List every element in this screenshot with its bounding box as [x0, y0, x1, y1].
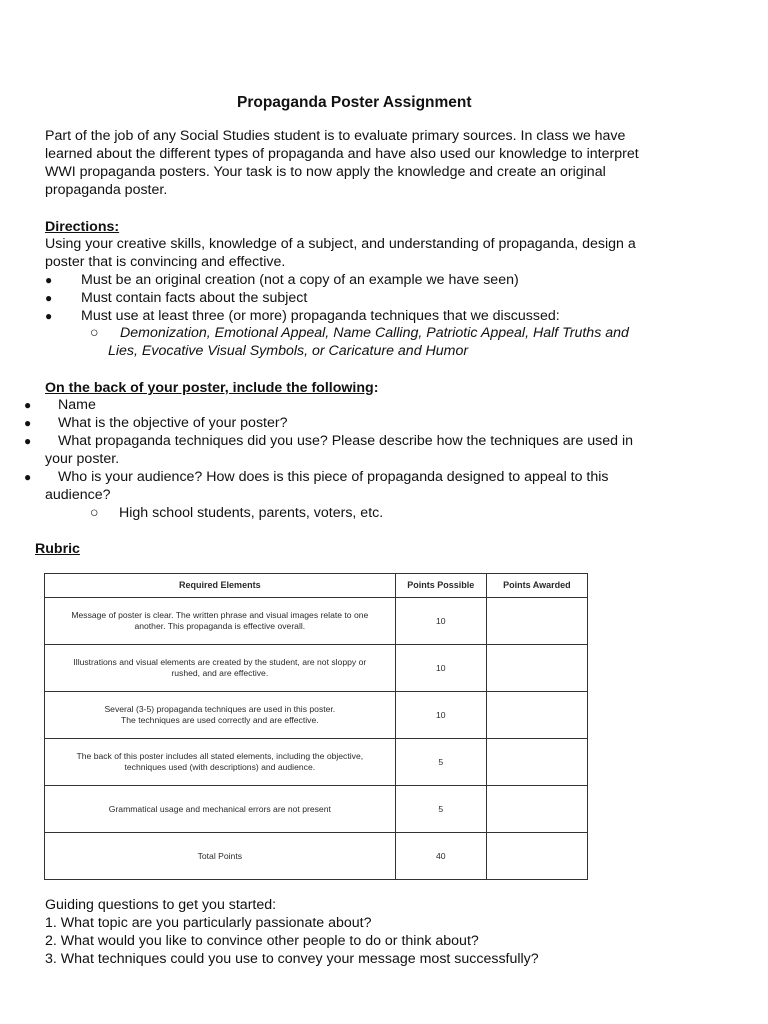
rubric-row — [45, 739, 588, 786]
bullet-icon: ● — [24, 398, 32, 412]
circle-bullet-icon: ○ — [90, 325, 99, 341]
bullet-icon: ● — [24, 470, 32, 484]
intro-line: learned about the different types of propaganda and have also used our knowledge to interpret — [45, 146, 639, 162]
rubric-element-line: Several (3-5) propaganda techniques are used in this poster. — [104, 704, 336, 714]
rubric-element-line: The back of this poster includes all stated elements, including the objective, — [76, 751, 364, 761]
bullet-icon: ● — [24, 416, 32, 430]
intro-line: WWI propaganda posters. Your task is to now apply the knowledge and create an original — [45, 164, 606, 180]
rubric-row — [45, 598, 588, 645]
rubric-points-possible: 5 — [395, 739, 486, 786]
back-item: Name — [58, 397, 96, 413]
back-item-continued: audience? — [45, 487, 111, 503]
rubric-element-line: techniques used (with descriptions) and audience. — [124, 762, 316, 772]
directions-bullet: Must use at least three (or more) propaganda techniques that we discussed: — [81, 308, 560, 324]
directions-line: poster that is convincing and effective. — [45, 254, 286, 270]
header-points-possible: Points Possible — [395, 574, 486, 598]
rubric-element-line: another. This propaganda is effective overall. — [134, 621, 306, 631]
directions-heading: Directions: — [45, 219, 120, 235]
back-heading-colon: : — [373, 380, 379, 396]
intro-line: Part of the job of any Social Studies student is to evaluate primary sources. In class we have — [45, 128, 626, 144]
rubric-header-row — [45, 574, 588, 598]
rubric-element — [45, 645, 396, 692]
rubric-element — [45, 786, 396, 833]
total-points-value: 40 — [395, 833, 486, 880]
rubric-points-awarded — [486, 645, 587, 692]
intro-paragraph — [45, 127, 639, 199]
bullet-icon: ● — [24, 434, 32, 448]
rubric-element — [45, 598, 396, 645]
back-sub-item: High school students, parents, voters, etc. — [119, 505, 384, 521]
bullet-icon: ● — [45, 309, 53, 323]
directions-bullet: Must be an original creation (not a copy of an example we have seen) — [81, 272, 519, 288]
rubric-element — [45, 692, 396, 739]
techniques-line: Lies, Evocative Visual Symbols, or Caricature and Humor — [108, 343, 469, 359]
rubric-points-awarded — [486, 786, 587, 833]
back-item: What propaganda techniques did you use? Please describe how the techniques are used in — [58, 433, 633, 449]
back-item: Who is your audience? How does is this piece of propaganda designed to appeal to this — [58, 469, 609, 485]
rubric-row — [45, 786, 588, 833]
rubric-points-possible: 10 — [395, 645, 486, 692]
directions-text — [45, 235, 636, 271]
rubric-row — [45, 692, 588, 739]
rubric-points-possible: 10 — [395, 598, 486, 645]
bullet-icon: ● — [45, 273, 53, 287]
circle-bullet-icon: ○ — [90, 505, 99, 521]
guiding-question: 2. What would you like to convince other people to do or think about? — [45, 933, 479, 949]
rubric-element-line: Illustrations and visual elements are created by the student, are not sloppy or — [73, 657, 367, 667]
rubric-total-row — [45, 833, 588, 880]
bullet-icon: ● — [45, 291, 53, 305]
back-heading-text: On the back of your poster, include the following — [45, 380, 374, 396]
back-item: What is the objective of your poster? — [58, 415, 288, 431]
intro-line: propaganda poster. — [45, 182, 168, 198]
rubric-row — [45, 645, 588, 692]
rubric-points-awarded — [486, 739, 587, 786]
rubric-points-awarded — [486, 692, 587, 739]
directions-bullet: Must contain facts about the subject — [81, 290, 308, 306]
rubric-table — [44, 573, 588, 880]
rubric-heading: Rubric — [35, 541, 80, 557]
back-item-continued: your poster. — [45, 451, 120, 467]
guiding-questions — [45, 896, 539, 968]
rubric-element-line: Grammatical usage and mechanical errors are not present — [108, 803, 331, 814]
rubric-element-line: Message of poster is clear. The written phrase and visual images relate to one — [71, 610, 369, 620]
directions-line: Using your creative skills, knowledge of a subject, and understanding of propaganda, design a — [45, 236, 636, 252]
header-required-elements: Required Elements — [45, 574, 396, 598]
rubric-points-possible: 10 — [395, 692, 486, 739]
rubric-element-line: The techniques are used correctly and are effective. — [121, 715, 319, 725]
rubric-element-line: rushed, and are effective. — [171, 668, 269, 678]
rubric-points-awarded — [486, 598, 587, 645]
guiding-heading: Guiding questions to get you started: — [45, 897, 277, 913]
header-points-awarded: Points Awarded — [486, 574, 587, 598]
techniques-line: Demonization, Emotional Appeal, Name Calling, Patriotic Appeal, Half Truths and — [120, 325, 629, 341]
total-points-awarded — [486, 833, 587, 880]
page-title: Propaganda Poster Assignment — [237, 94, 472, 111]
total-points-label: Total Points — [45, 833, 396, 880]
guiding-question: 3. What techniques could you use to convey your message most successfully? — [45, 951, 539, 967]
back-heading — [45, 379, 378, 397]
rubric-element — [45, 739, 396, 786]
rubric-points-possible: 5 — [395, 786, 486, 833]
guiding-question: 1. What topic are you particularly passionate about? — [45, 915, 372, 931]
